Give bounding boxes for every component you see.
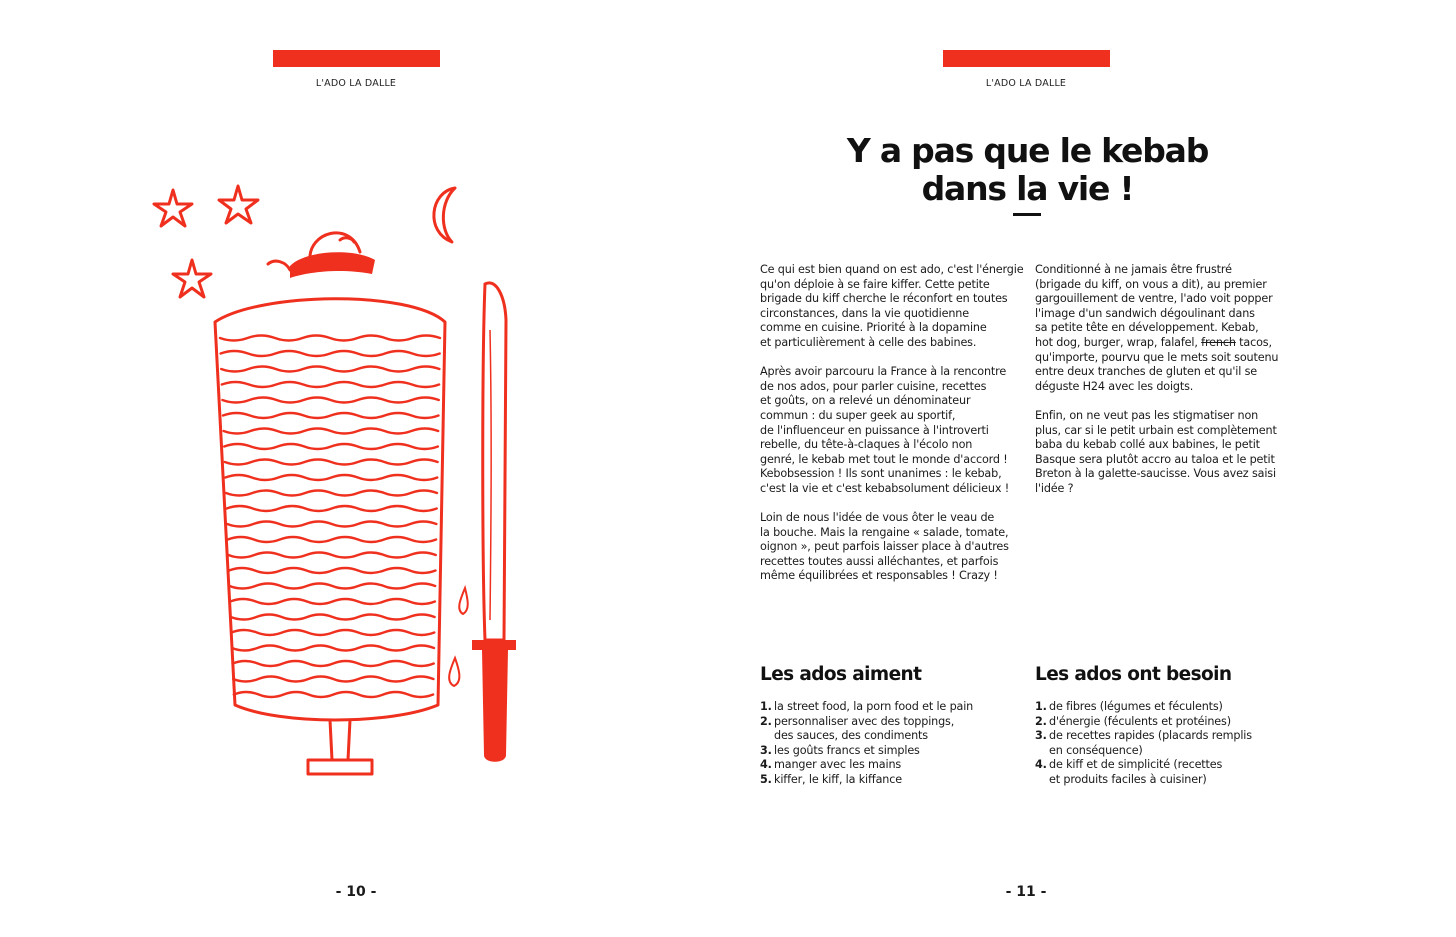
title-line-1: Y a pas que le kebab <box>846 131 1209 170</box>
meat-layer-line <box>234 692 433 697</box>
meat-layer-line <box>228 553 435 558</box>
meat-layer-line <box>224 429 439 434</box>
text-column-left <box>760 263 1030 599</box>
star-icon <box>173 260 211 297</box>
needs-list <box>1035 700 1305 788</box>
moon-icon <box>434 188 455 242</box>
needs-heading: Les ados ont besoin <box>1035 664 1232 685</box>
paragraph: Ce qui est bien quand on est ado, c'est l'énergie qu'on déploie à se faire kiffer. Cette petite brigade du kiff cherche le réconfort en toutes circonstances, dans la vie quotidienne comme en cuisine. Priorité à la dopamine et particulièrement à celle des babines. <box>760 263 1024 349</box>
meat-layer-line <box>231 630 434 635</box>
paragraph: Après avoir parcouru la France à la rencontre de nos ados, pour parler cuisine, recettes et goûts, on a relevé un dénominateur commun : du super geek au sportif, de l'influenceur en puissance à l'introverti rebelle, du tête-à-claques à l'écolo non genré, le kebab met tout le monde d'accord ! Kebobsession ! Ils sont unanimes : le kebab, c'est la vie et c'est kebabsolument délicieux ! <box>760 365 1010 495</box>
meat-layer-line <box>232 646 434 651</box>
list-item: 2. d'énergie (féculents et protéines) <box>1035 714 1231 728</box>
list-item: 3. les goûts francs et simples <box>760 743 920 757</box>
list-item: 1. la street food, la porn food et le pain <box>760 700 974 713</box>
meat-layer-line <box>221 367 439 372</box>
text-column-right <box>1035 263 1305 511</box>
meat-layer-line <box>233 661 434 666</box>
meat-layer-line <box>222 382 439 387</box>
list-item: 2. personnaliser avec des toppings, des sauces, des condiments <box>760 714 955 743</box>
paragraph: Enfin, on ne veut pas les stigmatiser non plus, car si le petit urbain est complètement baba du kebab collé aux babines, le petit Basque sera plutôt accro au taloa et le petit Breton à la galette-saucisse. Vous avez saisi l'idée ? <box>1035 408 1277 495</box>
page-title <box>780 132 1275 208</box>
left-header-bar <box>273 50 440 67</box>
list-item: 4. de kiff et de simplicité (recettes et produits faciles à cuisiner) <box>1035 758 1223 786</box>
right-header-bar <box>943 50 1110 67</box>
meat-layer-line <box>222 398 438 403</box>
meat-layer-line <box>224 444 438 449</box>
meat-layer-line <box>220 336 440 341</box>
title-underline <box>1013 213 1041 216</box>
list-item: 3. de recettes rapides (placards remplis en conséquence) <box>1035 729 1252 757</box>
meat-layer-line <box>227 506 437 511</box>
left-running-header: L'ADO LA DALLE <box>315 78 397 89</box>
meat-layer-line <box>226 491 437 496</box>
meat-layer-line <box>231 615 435 620</box>
list-item: 5. kiffer, le kiff, la kiffance <box>760 772 902 786</box>
meat-layer-line <box>227 522 436 527</box>
likes-list <box>760 700 1030 788</box>
right-running-header: L'ADO LA DALLE <box>985 78 1067 89</box>
meat-layer-line <box>233 677 433 682</box>
knife-illustration <box>449 283 516 762</box>
meat-layer-line <box>230 599 435 604</box>
star-icon <box>154 190 192 226</box>
title-line-2: dans la vie ! <box>921 169 1134 208</box>
star-icon <box>219 186 258 223</box>
struck-word: french <box>1201 335 1236 349</box>
paragraph: Conditionné à ne jamais être frustré (brigade du kiff, on vous a dit), au premier gargouillement de ventre, l'ado voit popper l'image d'un sandwich dégoulinant dans sa petite tête en développement. Kebab, hot dog, burger, wrap, falafel, french tacos, qu'importe, pourvu que le mets soit soutenu entre deux tranches de gluten et qu'il se déguste H24 avec les doigts. <box>1035 263 1279 393</box>
meat-layer-line <box>221 351 440 356</box>
meat-layer-line <box>223 413 439 418</box>
list-item: 1. de fibres (légumes et féculents) <box>1035 700 1223 713</box>
left-page-number: - 10 - <box>335 884 377 900</box>
meat-layer-line <box>229 568 436 573</box>
meat-layer-line <box>228 537 436 542</box>
kebab-illustration <box>140 180 540 790</box>
meat-layer-line <box>225 460 438 465</box>
meat-layer-line <box>230 584 436 589</box>
right-page-number: - 11 - <box>1005 884 1047 900</box>
likes-heading: Les ados aiment <box>760 664 922 685</box>
meat-layer-line <box>225 475 437 480</box>
list-item: 4. manger avec les mains <box>760 758 902 772</box>
paragraph: Loin de nous l'idée de vous ôter le veau de la bouche. Mais la rengaine « salade, tomate, oignon », peut parfois laisser place à d'autres recettes toutes aussi alléchantes, et parfois même équilibrées et responsables ! Crazy ! <box>760 511 1009 583</box>
